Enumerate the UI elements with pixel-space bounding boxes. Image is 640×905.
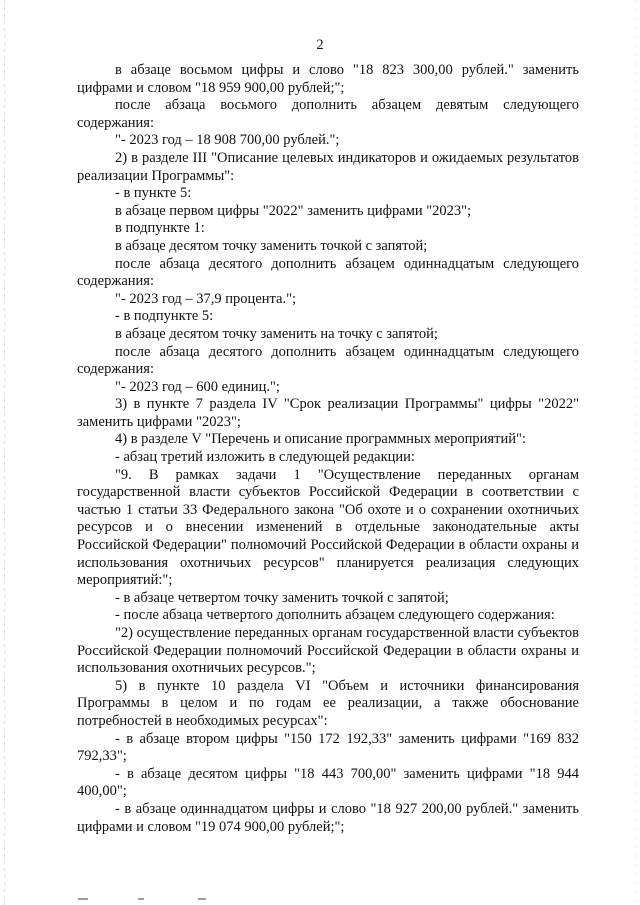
paragraph: в абзаце восьмом цифры и слово "18 823 300,00 рублей." заменить цифрами и словом "18 959 900,00 рублей;";: [77, 62, 579, 96]
paragraph: в абзаце десятом точку заменить на точку с запятой;: [115, 325, 438, 342]
paragraph: "- 2023 год – 37,9 процента.";: [115, 290, 297, 307]
scan-edge-left: [4, 0, 5, 905]
paragraph: - в пункте 5:: [115, 185, 192, 202]
paragraph: - в абзаце десятом цифры "18 443 700,00" заменить цифрами "18 944 400,00";: [77, 765, 579, 800]
paragraph: - после абзаца четвертого дополнить абзацем следующего содержания:: [115, 607, 555, 624]
paragraph: в подпункте 1:: [115, 220, 205, 237]
document-body: [77, 62, 579, 836]
scan-artifacts: [78, 898, 278, 902]
paragraph: - в абзаце четвертом точку заменить точкой с запятой;: [115, 589, 449, 606]
page-number: 2: [316, 37, 324, 53]
paragraph: "- 2023 год – 18 908 700,00 рублей.";: [115, 132, 340, 149]
paragraph: 3) в пункте 7 раздела IV "Срок реализации Программы" цифры "2022" заменить цифрами "2023";: [77, 396, 579, 430]
paragraph: 5) в пункте 10 раздела VI "Объем и источники финансирования Программы в целом и по годам ее реализации, а также обоснование потребностей в необходимых ресурсах":: [77, 677, 579, 729]
paragraph: 2) в разделе III "Описание целевых индикаторов и ожидаемых результатов реализации Программы":: [77, 149, 579, 184]
paragraph: в абзаце десятом точку заменить точкой с запятой;: [115, 237, 428, 254]
paragraph: после абзаца десятого дополнить абзацем одиннадцатым следующего содержания:: [77, 343, 579, 378]
paragraph: - в подпункте 5:: [115, 308, 214, 325]
paragraph: в абзаце первом цифры "2022" заменить цифрами "2023";: [115, 202, 472, 219]
paragraph: "- 2023 год – 600 единиц.";: [115, 378, 280, 395]
paragraph: - в абзаце втором цифры "150 172 192,33" заменить цифрами "169 832 792,33";: [77, 730, 579, 765]
scan-edge-right: [636, 0, 637, 905]
paragraph: "2) осуществление переданных органам государственной власти субъектов Российской Федерации полномочий Российской Федерации в области охраны и использования охотничьих ресурсов.";: [77, 625, 579, 677]
paragraph: - абзац третий изложить в следующей редакции:: [115, 449, 415, 466]
paragraph: после абзаца восьмого дополнить абзацем девятым следующего содержания:: [77, 97, 579, 131]
paragraph: - в абзаце одиннадцатом цифры и слово "18 927 200,00 рублей." заменить цифрами и словом "19 074 900,00 рублей;";: [77, 800, 579, 835]
paragraph: после абзаца десятого дополнить абзацем одиннадцатым следующего содержания:: [77, 255, 579, 290]
paragraph: "9. В рамках задачи 1 "Осуществление переданных органам государственной власти субъектов Российской Федерации в соответствии с частью 1 статьи 33 Федерального закона "Об охоте и о сохранении охотничьих ресурсов и о внесении изменений в отдельные законодательные акты Российской Федерации" полномочий Российской Федерации в области охраны и использования охотничьих ресурсов" планируется реализация следующих мероприятий:";: [77, 466, 579, 589]
paragraph: 4) в разделе V "Перечень и описание программных мероприятий":: [115, 431, 526, 448]
